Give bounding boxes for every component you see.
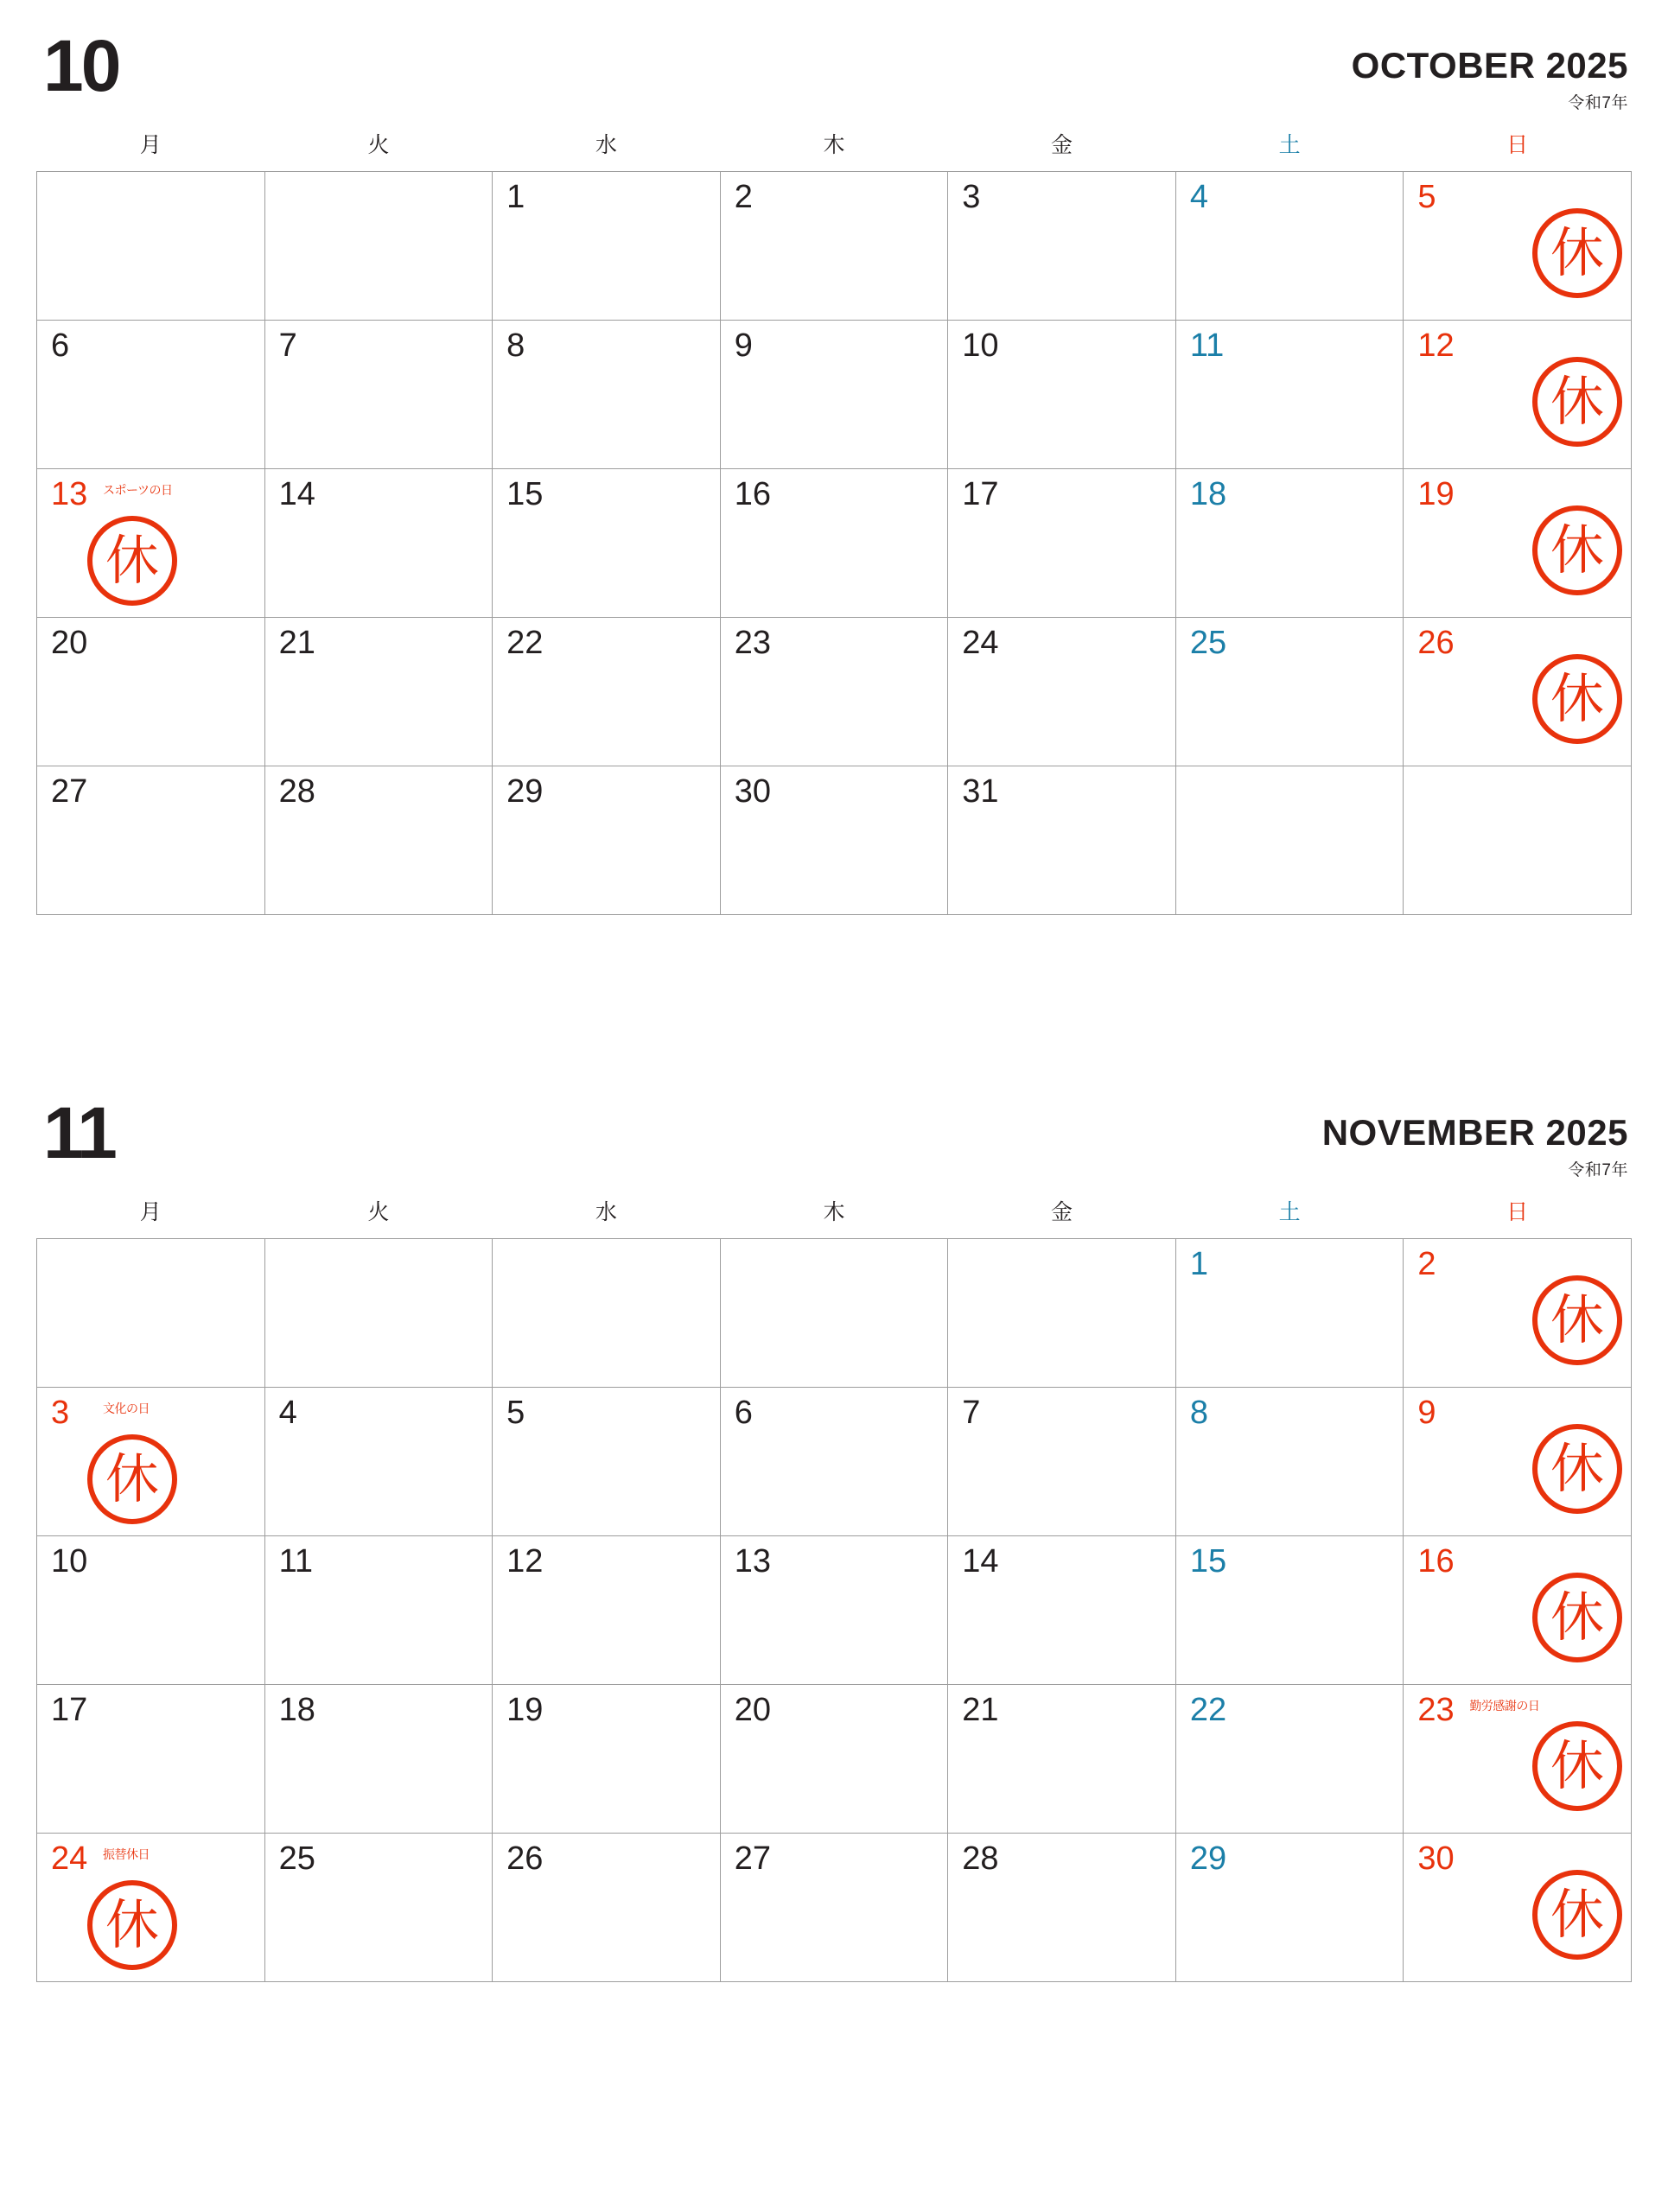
day-number: 31: [962, 773, 999, 810]
day-cell[interactable]: [948, 469, 1176, 618]
day-number: 12: [1417, 327, 1455, 364]
empty-cell: [264, 1239, 493, 1388]
day-number: 15: [506, 476, 544, 512]
month-header: [36, 26, 1632, 128]
week-row: [37, 766, 1632, 915]
week-row: [37, 1834, 1632, 1982]
month-number: 11: [43, 1092, 115, 1173]
day-cell[interactable]: [37, 469, 265, 618]
day-number: 2: [1417, 1246, 1436, 1282]
day-number: 7: [278, 327, 297, 364]
day-number: 29: [1189, 1840, 1227, 1877]
calendar-grid: [36, 128, 1632, 915]
day-number: 24: [51, 1840, 88, 1877]
week-row: [37, 1239, 1632, 1388]
day-cell[interactable]: [720, 1834, 948, 1982]
holiday-label: 振替休日: [103, 1847, 150, 1861]
month-number: 10: [43, 25, 119, 106]
day-number: 14: [278, 476, 315, 512]
day-cell[interactable]: [1175, 618, 1404, 766]
week-row: [37, 321, 1632, 469]
day-cell[interactable]: [37, 1388, 265, 1536]
day-number: 6: [51, 327, 70, 364]
day-cell[interactable]: [1404, 1834, 1632, 1982]
day-number: 20: [51, 625, 88, 661]
weekday-header-3: 木: [823, 1200, 845, 1224]
closed-day-stamp-icon: 休: [1532, 1573, 1622, 1662]
day-number: 9: [1417, 1395, 1436, 1431]
week-row: [37, 469, 1632, 618]
day-number: 30: [1417, 1840, 1455, 1877]
weekday-header-1: 火: [367, 1200, 390, 1224]
day-cell[interactable]: [264, 1388, 493, 1536]
day-number: 5: [506, 1395, 525, 1431]
day-cell[interactable]: [1175, 1536, 1404, 1685]
weekday-header-4: 金: [1051, 133, 1073, 157]
day-cell[interactable]: [720, 1388, 948, 1536]
empty-cell: [264, 172, 493, 321]
day-cell[interactable]: [948, 1536, 1176, 1685]
closed-day-stamp-icon: 休: [1532, 1721, 1622, 1811]
day-cell[interactable]: [1175, 1388, 1404, 1536]
day-number: 11: [278, 1543, 314, 1580]
day-number: 15: [1189, 1543, 1227, 1580]
weekday-header-5: 土: [1278, 133, 1301, 157]
weekday-header-6: 日: [1506, 1200, 1529, 1224]
day-number: 17: [51, 1692, 88, 1728]
empty-cell: [493, 1239, 721, 1388]
day-cell[interactable]: [948, 1388, 1176, 1536]
day-cell[interactable]: [720, 172, 948, 321]
day-cell[interactable]: [1404, 469, 1632, 618]
day-cell[interactable]: [720, 1685, 948, 1834]
holiday-label: 文化の日: [103, 1402, 150, 1415]
day-number: 8: [506, 327, 525, 364]
day-number: 22: [1189, 1692, 1227, 1728]
day-number: 3: [51, 1395, 70, 1431]
day-cell[interactable]: [720, 321, 948, 469]
week-row: [37, 1388, 1632, 1536]
day-cell[interactable]: [1404, 1239, 1632, 1388]
day-cell[interactable]: [948, 1834, 1176, 1982]
month-block: [36, 26, 1632, 915]
day-number: 18: [278, 1692, 315, 1728]
day-number: 9: [734, 327, 753, 364]
weekday-header-0: 月: [139, 133, 162, 157]
day-number: 14: [962, 1543, 999, 1580]
day-number: 21: [278, 625, 315, 661]
closed-day-stamp-icon: 休: [1532, 1275, 1622, 1365]
day-number: 10: [962, 327, 999, 364]
month-title-en: OCTOBER 2025: [1351, 45, 1628, 86]
day-cell[interactable]: [493, 1536, 721, 1685]
day-number: 3: [962, 179, 981, 215]
day-cell[interactable]: [720, 469, 948, 618]
day-cell[interactable]: [1404, 618, 1632, 766]
weekday-header-5: 土: [1278, 1200, 1301, 1224]
day-cell[interactable]: [720, 1536, 948, 1685]
day-cell[interactable]: [1404, 321, 1632, 469]
day-cell[interactable]: [720, 766, 948, 915]
day-number: 16: [1417, 1543, 1455, 1580]
day-number: 17: [962, 476, 999, 512]
day-number: 25: [278, 1840, 315, 1877]
day-number: 4: [278, 1395, 297, 1431]
week-row: [37, 1536, 1632, 1685]
day-cell[interactable]: [1404, 1685, 1632, 1834]
empty-cell: [1175, 766, 1404, 915]
day-number: 2: [734, 179, 753, 215]
day-number: 6: [734, 1395, 753, 1431]
day-cell[interactable]: [493, 618, 721, 766]
day-cell[interactable]: [493, 766, 721, 915]
day-number: 27: [734, 1840, 771, 1877]
day-cell[interactable]: [1404, 172, 1632, 321]
day-cell[interactable]: [37, 321, 265, 469]
empty-cell: [1404, 766, 1632, 915]
day-number: 25: [1189, 625, 1227, 661]
day-cell[interactable]: [264, 766, 493, 915]
day-number: 11: [1189, 327, 1225, 364]
week-row: [37, 618, 1632, 766]
day-number: 1: [506, 179, 525, 215]
weekday-header-1: 火: [367, 133, 390, 157]
weekday-header-3: 木: [823, 133, 845, 157]
day-cell[interactable]: [1404, 1536, 1632, 1685]
closed-day-stamp-icon: 休: [87, 1880, 177, 1970]
day-cell[interactable]: [37, 618, 265, 766]
month-title-jp-era: 令和7年: [1568, 1161, 1628, 1180]
day-number: 28: [962, 1840, 999, 1877]
day-number: 1: [1189, 1246, 1208, 1282]
day-number: 19: [1417, 476, 1455, 512]
day-number: 12: [506, 1543, 544, 1580]
day-cell[interactable]: [264, 1834, 493, 1982]
day-cell[interactable]: [720, 618, 948, 766]
day-number: 28: [278, 773, 315, 810]
day-cell[interactable]: [264, 1536, 493, 1685]
day-number: 4: [1189, 179, 1208, 215]
month-block: [36, 1093, 1632, 1982]
day-number: 10: [51, 1543, 88, 1580]
day-number: 23: [734, 625, 771, 661]
day-number: 5: [1417, 179, 1436, 215]
empty-cell: [720, 1239, 948, 1388]
weekday-header-4: 金: [1051, 1200, 1073, 1224]
empty-cell: [948, 1239, 1176, 1388]
day-cell[interactable]: [493, 1388, 721, 1536]
empty-cell: [37, 172, 265, 321]
day-cell[interactable]: [1175, 1834, 1404, 1982]
month-header: [36, 1093, 1632, 1195]
day-cell[interactable]: [37, 1685, 265, 1834]
holiday-label: スポーツの日: [103, 483, 173, 497]
calendar-grid: [36, 1195, 1632, 1982]
day-number: 24: [962, 625, 999, 661]
day-cell[interactable]: [264, 321, 493, 469]
day-number: 29: [506, 773, 544, 810]
weekday-header-6: 日: [1506, 133, 1529, 157]
weekday-header-0: 月: [139, 1200, 162, 1224]
day-cell[interactable]: [493, 1685, 721, 1834]
months-container: [36, 26, 1632, 1982]
month-title-group: [1352, 47, 1628, 113]
day-number: 16: [734, 476, 771, 512]
holiday-label: 勤労感謝の日: [1469, 1699, 1540, 1713]
closed-day-stamp-icon: 休: [1532, 208, 1622, 298]
day-cell[interactable]: [37, 1834, 265, 1982]
day-cell[interactable]: [1175, 469, 1404, 618]
empty-cell: [37, 1239, 265, 1388]
day-cell[interactable]: [1175, 321, 1404, 469]
day-cell[interactable]: [948, 172, 1176, 321]
day-cell[interactable]: [37, 766, 265, 915]
day-number: 20: [734, 1692, 771, 1728]
week-row: [37, 172, 1632, 321]
closed-day-stamp-icon: 休: [87, 1434, 177, 1524]
day-cell[interactable]: [1404, 1388, 1632, 1536]
day-number: 13: [734, 1543, 771, 1580]
day-cell[interactable]: [264, 618, 493, 766]
closed-day-stamp-icon: 休: [1532, 654, 1622, 744]
weekday-header-2: 水: [595, 133, 617, 157]
closed-day-stamp-icon: 休: [1532, 1424, 1622, 1514]
day-number: 26: [1417, 625, 1455, 661]
day-cell[interactable]: [493, 321, 721, 469]
day-number: 22: [506, 625, 544, 661]
day-number: 19: [506, 1692, 544, 1728]
day-number: 8: [1189, 1395, 1208, 1431]
day-number: 21: [962, 1692, 999, 1728]
month-title-en: NOVEMBER 2025: [1321, 1112, 1628, 1153]
day-cell[interactable]: [948, 766, 1176, 915]
closed-day-stamp-icon: 休: [1532, 505, 1622, 595]
closed-day-stamp-icon: 休: [87, 516, 177, 606]
day-number: 7: [962, 1395, 981, 1431]
week-row: [37, 1685, 1632, 1834]
day-number: 13: [51, 476, 88, 512]
day-number: 23: [1417, 1692, 1455, 1728]
day-cell[interactable]: [1175, 172, 1404, 321]
day-cell[interactable]: [264, 1685, 493, 1834]
day-cell[interactable]: [264, 469, 493, 618]
day-cell[interactable]: [948, 321, 1176, 469]
day-number: 26: [506, 1840, 544, 1877]
day-number: 30: [734, 773, 771, 810]
day-cell[interactable]: [948, 618, 1176, 766]
day-number: 18: [1189, 476, 1227, 512]
weekday-header-2: 水: [595, 1200, 617, 1224]
day-cell[interactable]: [948, 1685, 1176, 1834]
month-title-jp-era: 令和7年: [1568, 94, 1628, 113]
day-cell[interactable]: [493, 469, 721, 618]
day-cell[interactable]: [493, 172, 721, 321]
day-number: 27: [51, 773, 88, 810]
day-cell[interactable]: [493, 1834, 721, 1982]
closed-day-stamp-icon: 休: [1532, 1870, 1622, 1960]
closed-day-stamp-icon: 休: [1532, 357, 1622, 447]
day-cell[interactable]: [1175, 1239, 1404, 1388]
day-cell[interactable]: [37, 1536, 265, 1685]
month-title-group: [1322, 1114, 1628, 1180]
weekday-header-row: [37, 1195, 1632, 1239]
weekday-header-row: [37, 128, 1632, 172]
day-cell[interactable]: [1175, 1685, 1404, 1834]
